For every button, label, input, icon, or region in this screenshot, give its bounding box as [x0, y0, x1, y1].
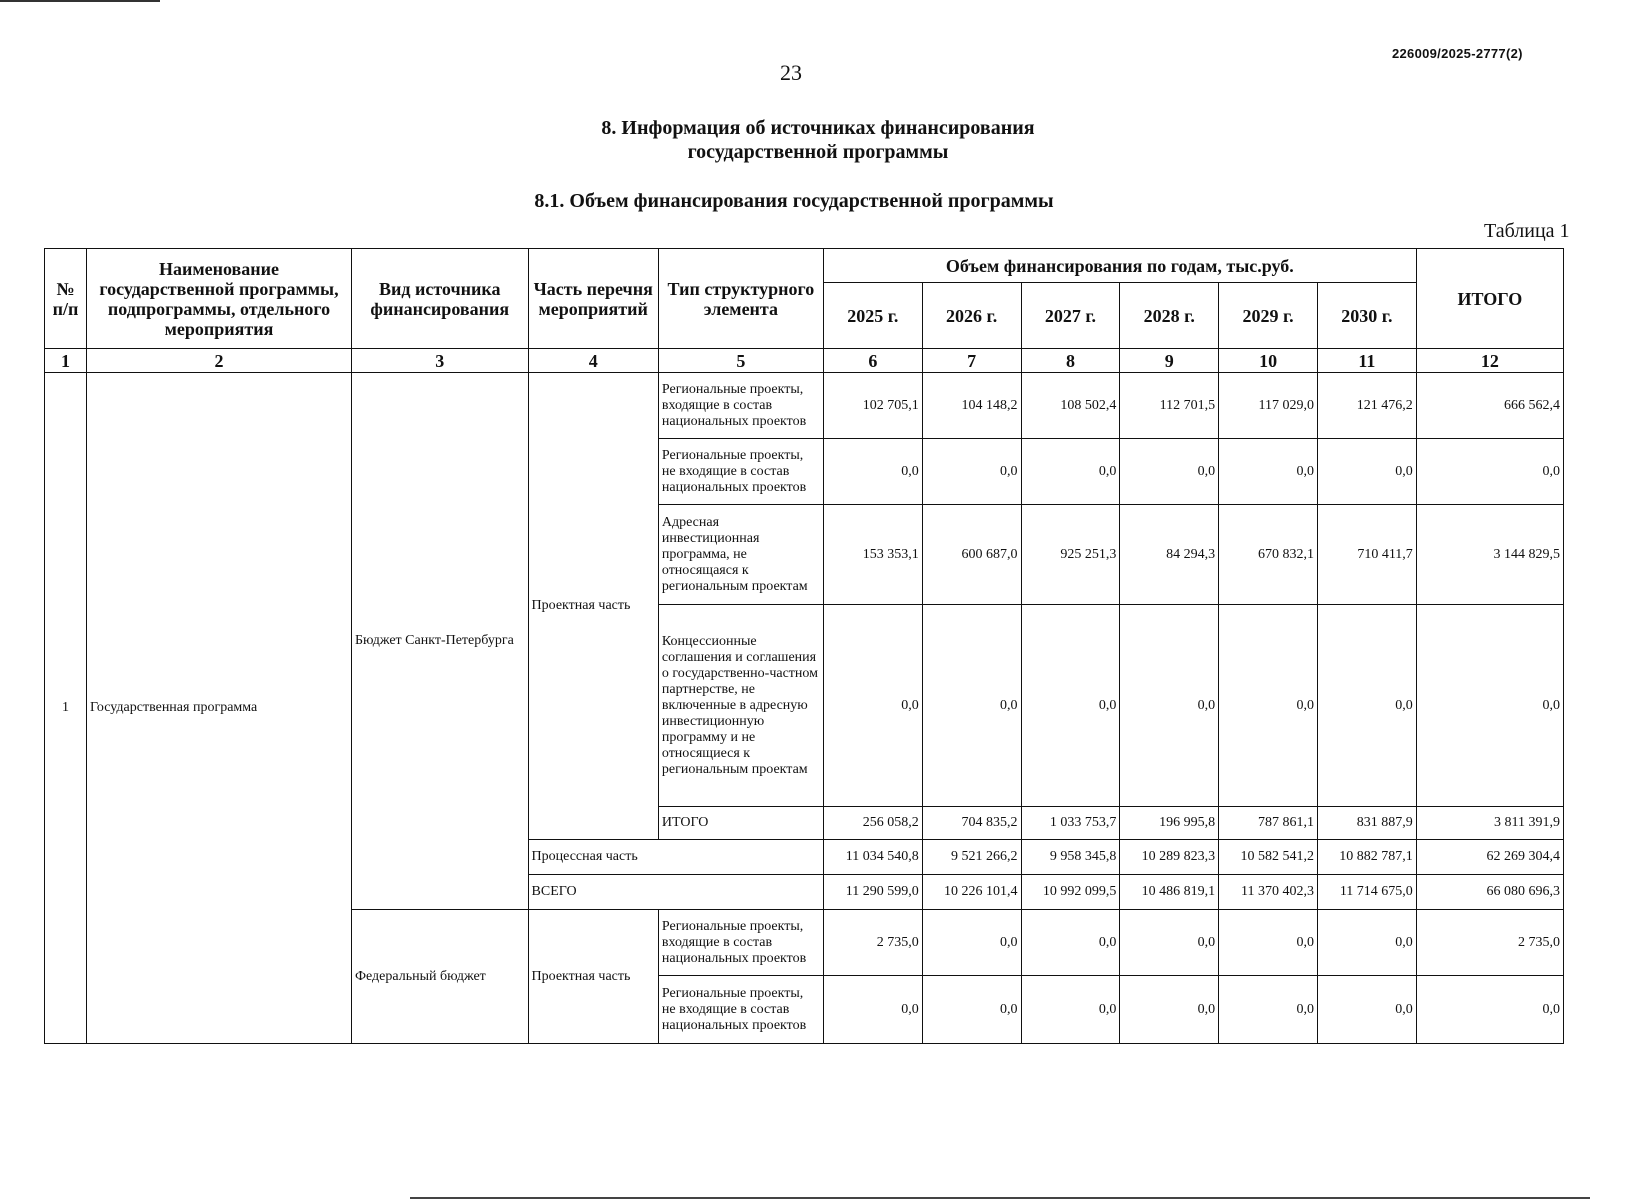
column-number: 5 — [658, 349, 823, 373]
column-number: 4 — [528, 349, 658, 373]
value-cell: 102 705,1 — [823, 373, 922, 439]
value-cell: 10 582 541,2 — [1219, 840, 1318, 875]
value-cell: 0,0 — [1219, 910, 1318, 976]
value-cell: 600 687,0 — [922, 505, 1021, 605]
total-cell: 0,0 — [1416, 605, 1563, 807]
total-cell: 2 735,0 — [1416, 910, 1563, 976]
value-cell: 11 034 540,8 — [823, 840, 922, 875]
value-cell: 0,0 — [1021, 976, 1120, 1044]
row-number: 1 — [45, 373, 87, 1044]
part-project-federal: Проектная часть — [528, 910, 658, 1044]
section-heading-line-2: государственной программы — [687, 141, 949, 163]
value-cell: 0,0 — [823, 439, 922, 505]
value-cell: 0,0 — [1021, 605, 1120, 807]
column-number: 6 — [823, 349, 922, 373]
value-cell: 0,0 — [1219, 605, 1318, 807]
value-cell: 831 887,9 — [1317, 807, 1416, 840]
column-number: 11 — [1317, 349, 1416, 373]
value-cell: 670 832,1 — [1219, 505, 1318, 605]
type-cell: Региональные проекты, входящие в состав национальных проектов — [658, 910, 823, 976]
part-project: Проектная часть — [528, 373, 658, 840]
total-cell: 3 811 391,9 — [1416, 807, 1563, 840]
value-cell: 925 251,3 — [1021, 505, 1120, 605]
value-cell: 9 958 345,8 — [1021, 840, 1120, 875]
financing-table — [44, 248, 1564, 1044]
source-federal-budget: Федеральный бюджет — [351, 910, 528, 1044]
value-cell: 11 290 599,0 — [823, 875, 922, 910]
section-heading — [0, 116, 1636, 164]
value-cell: 121 476,2 — [1317, 373, 1416, 439]
value-cell: 0,0 — [1021, 910, 1120, 976]
value-cell: 0,0 — [1317, 439, 1416, 505]
value-cell: 0,0 — [1120, 605, 1219, 807]
header-year: 2029 г. — [1219, 283, 1318, 349]
program-name: Государственная программа — [87, 373, 352, 1044]
column-number: 8 — [1021, 349, 1120, 373]
header-year: 2030 г. — [1317, 283, 1416, 349]
header-type: Тип структурного элемента — [658, 249, 823, 349]
value-cell: 1 033 753,7 — [1021, 807, 1120, 840]
type-cell: Адресная инвестиционная программа, не относящаяся к региональным проектам — [658, 505, 823, 605]
type-cell: Региональные проекты, не входящие в состав национальных проектов — [658, 976, 823, 1044]
header-year: 2025 г. — [823, 283, 922, 349]
table-row — [45, 373, 1564, 439]
value-cell: 0,0 — [1021, 439, 1120, 505]
value-cell: 0,0 — [1219, 976, 1318, 1044]
document-reference: 226009/2025-2777(2) — [1392, 46, 1523, 61]
value-cell: 84 294,3 — [1120, 505, 1219, 605]
value-cell: 9 521 266,2 — [922, 840, 1021, 875]
value-cell: 10 992 099,5 — [1021, 875, 1120, 910]
type-cell-subtotal: ИТОГО — [658, 807, 823, 840]
type-cell: Региональные проекты, не входящие в состав национальных проектов — [658, 439, 823, 505]
value-cell: 11 714 675,0 — [1317, 875, 1416, 910]
value-cell: 112 701,5 — [1120, 373, 1219, 439]
value-cell: 0,0 — [1120, 976, 1219, 1044]
header-num: № п/п — [45, 249, 87, 349]
header-total: ИТОГО — [1416, 249, 1563, 349]
total-cell: 62 269 304,4 — [1416, 840, 1563, 875]
scan-edge-line — [410, 1197, 1590, 1199]
header-part: Часть перечня мероприятий — [528, 249, 658, 349]
value-cell: 10 226 101,4 — [922, 875, 1021, 910]
column-number: 10 — [1219, 349, 1318, 373]
value-cell: 10 289 823,3 — [1120, 840, 1219, 875]
value-cell: 11 370 402,3 — [1219, 875, 1318, 910]
value-cell: 196 995,8 — [1120, 807, 1219, 840]
total-cell: 0,0 — [1416, 439, 1563, 505]
value-cell: 104 148,2 — [922, 373, 1021, 439]
column-number: 9 — [1120, 349, 1219, 373]
value-cell: 0,0 — [922, 605, 1021, 807]
value-cell: 256 058,2 — [823, 807, 922, 840]
value-cell: 2 735,0 — [823, 910, 922, 976]
value-cell: 153 353,1 — [823, 505, 922, 605]
table-label: Таблица 1 — [1484, 220, 1570, 242]
value-cell: 0,0 — [1120, 910, 1219, 976]
header-name: Наименование государственной программы, подпрограммы, отдельного мероприятия — [87, 249, 352, 349]
source-spb-budget: Бюджет Санкт-Петербурга — [351, 373, 528, 910]
value-cell: 10 486 819,1 — [1120, 875, 1219, 910]
value-cell: 10 882 787,1 — [1317, 840, 1416, 875]
total-cell: 3 144 829,5 — [1416, 505, 1563, 605]
value-cell: 0,0 — [922, 976, 1021, 1044]
total-cell: 666 562,4 — [1416, 373, 1563, 439]
page-number: 23 — [780, 60, 802, 85]
header-years-group: Объем финансирования по годам, тыс.руб. — [823, 249, 1416, 283]
header-year: 2028 г. — [1120, 283, 1219, 349]
type-cell: Региональные проекты, входящие в состав национальных проектов — [658, 373, 823, 439]
value-cell: 0,0 — [1219, 439, 1318, 505]
grand-total-label: ВСЕГО — [528, 875, 823, 910]
total-cell: 0,0 — [1416, 976, 1563, 1044]
column-number: 1 — [45, 349, 87, 373]
value-cell: 0,0 — [823, 976, 922, 1044]
header-year: 2026 г. — [922, 283, 1021, 349]
header-year: 2027 г. — [1021, 283, 1120, 349]
value-cell: 0,0 — [1120, 439, 1219, 505]
subsection-heading: 8.1. Объем финансирования государственной программы — [534, 190, 1054, 212]
value-cell: 0,0 — [922, 439, 1021, 505]
value-cell: 0,0 — [1317, 976, 1416, 1044]
value-cell: 710 411,7 — [1317, 505, 1416, 605]
value-cell: 0,0 — [1317, 605, 1416, 807]
value-cell: 704 835,2 — [922, 807, 1021, 840]
column-number: 2 — [87, 349, 352, 373]
part-process: Процессная часть — [528, 840, 823, 875]
section-heading-line-1: 8. Информация об источниках финансирования — [601, 117, 1035, 139]
value-cell: 0,0 — [922, 910, 1021, 976]
total-cell: 66 080 696,3 — [1416, 875, 1563, 910]
type-cell: Концессионные соглашения и соглашения о государственно-частном партнерстве, не включенные в адресную инвестиционную программу и не относящиеся к региональным проектам — [658, 605, 823, 807]
scan-edge-line — [0, 0, 160, 2]
column-number: 3 — [351, 349, 528, 373]
value-cell: 0,0 — [1317, 910, 1416, 976]
value-cell: 0,0 — [823, 605, 922, 807]
column-number: 7 — [922, 349, 1021, 373]
value-cell: 108 502,4 — [1021, 373, 1120, 439]
column-number: 12 — [1416, 349, 1563, 373]
value-cell: 117 029,0 — [1219, 373, 1318, 439]
value-cell: 787 861,1 — [1219, 807, 1318, 840]
header-source: Вид источника финансирования — [351, 249, 528, 349]
